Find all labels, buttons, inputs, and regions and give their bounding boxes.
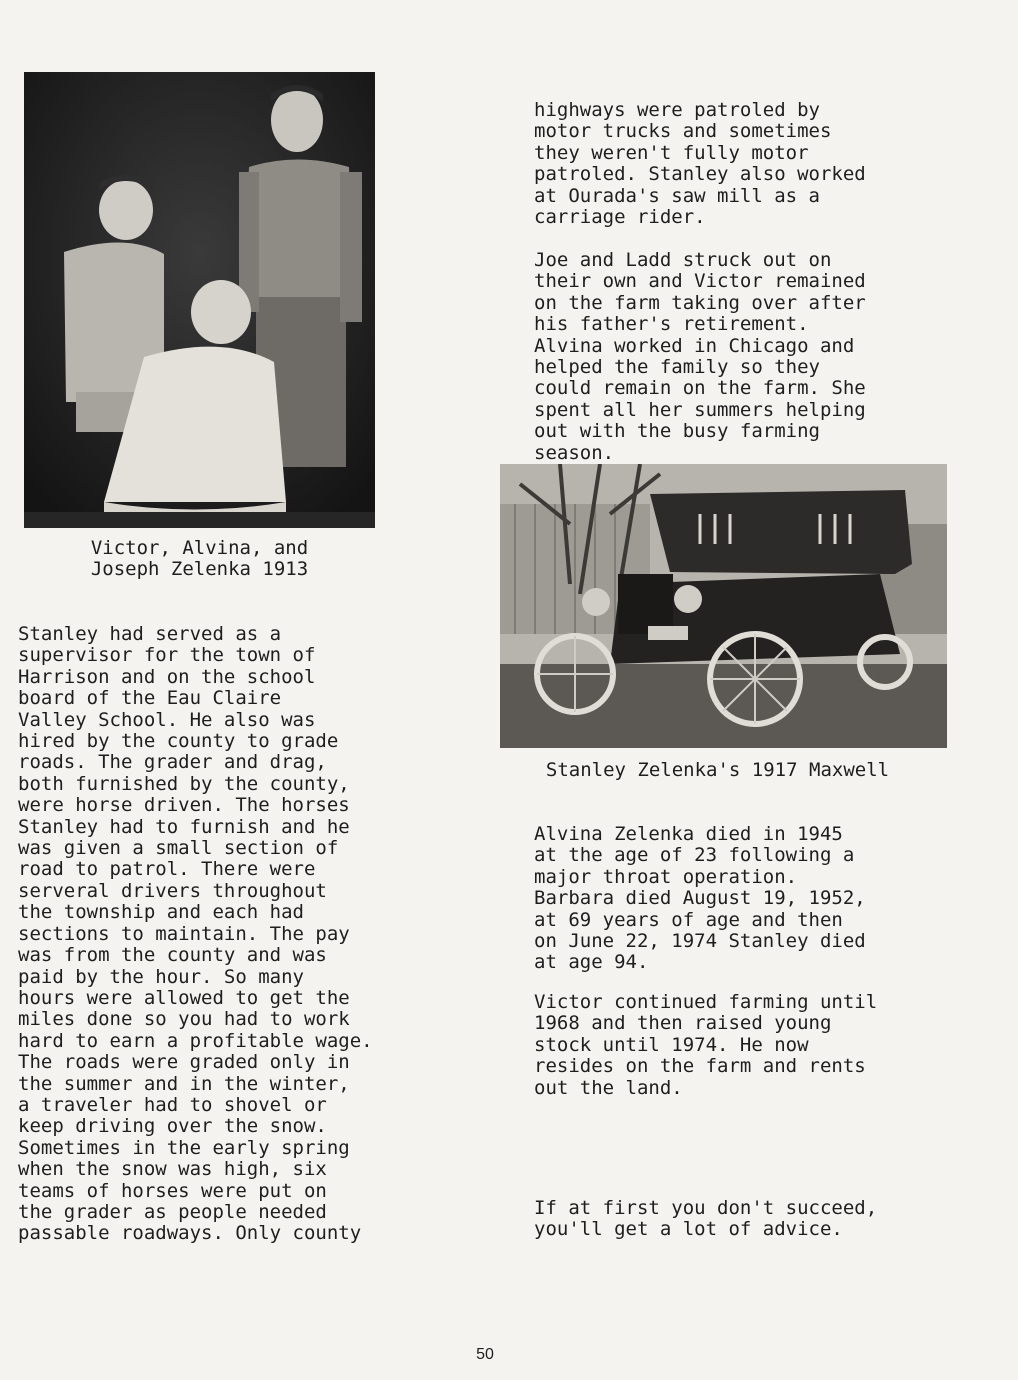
maxwell-car-photo <box>500 464 947 748</box>
page-number: 50 <box>476 1346 494 1363</box>
children-portrait-image <box>24 72 375 528</box>
right-column-paragraph-3: Alvina Zelenka died in 1945 at the age of 23 following a major throat operation. Barbara died August 19, 1952, at 69 years of age and then on June 22, 1974 Stanley died at age 94. <box>534 823 866 974</box>
children-portrait-photo <box>24 72 375 528</box>
right-column-paragraph-4: Victor continued farming until 1968 and then raised young stock until 1974. He now resides on the farm and rents out the land. <box>534 991 878 1099</box>
photo2-caption: Stanley Zelenka's 1917 Maxwell <box>545 759 890 781</box>
right-column-paragraph-1: highways were patroled by motor trucks and sometimes they weren't fully motor patroled. Stanley also worked at Ourada's saw mill as a carriage rider. <box>534 99 866 229</box>
right-column-paragraph-2: Joe and Ladd struck out on their own and Victor remained on the farm taking over after his father's retirement. Alvina worked in Chicago and helped the family so they could remain on the farm. She spent all her summers helping out with the busy farming season. <box>534 249 866 464</box>
photo1-caption: Victor, Alvina, and Joseph Zelenka 1913 <box>90 537 309 581</box>
right-column-paragraph-5: If at first you don't succeed, you'll get a lot of advice. <box>534 1197 878 1241</box>
left-column-paragraph: Stanley had served as a supervisor for the town of Harrison and on the school board of the Eau Claire Valley School. He also was hired by the county to grade roads. The grader and drag, both furnished by the county, were horse driven. The horses Stanley had to furnish and he was given a small section of road to patrol. There were serveral drivers throughout the township and each had sections to maintain. The pay was from the county and was paid by the hour. So many hours were allowed to get the miles done so you had to work hard to earn a profitable wage. The roads were graded only in the summer and in the winter, a traveler had to shovel or keep driving over the snow. Sometimes in the early spring when the snow was high, six teams of horses were put on the grader as people needed passable roadways. Only county <box>18 623 373 1245</box>
maxwell-car-image <box>500 464 947 748</box>
